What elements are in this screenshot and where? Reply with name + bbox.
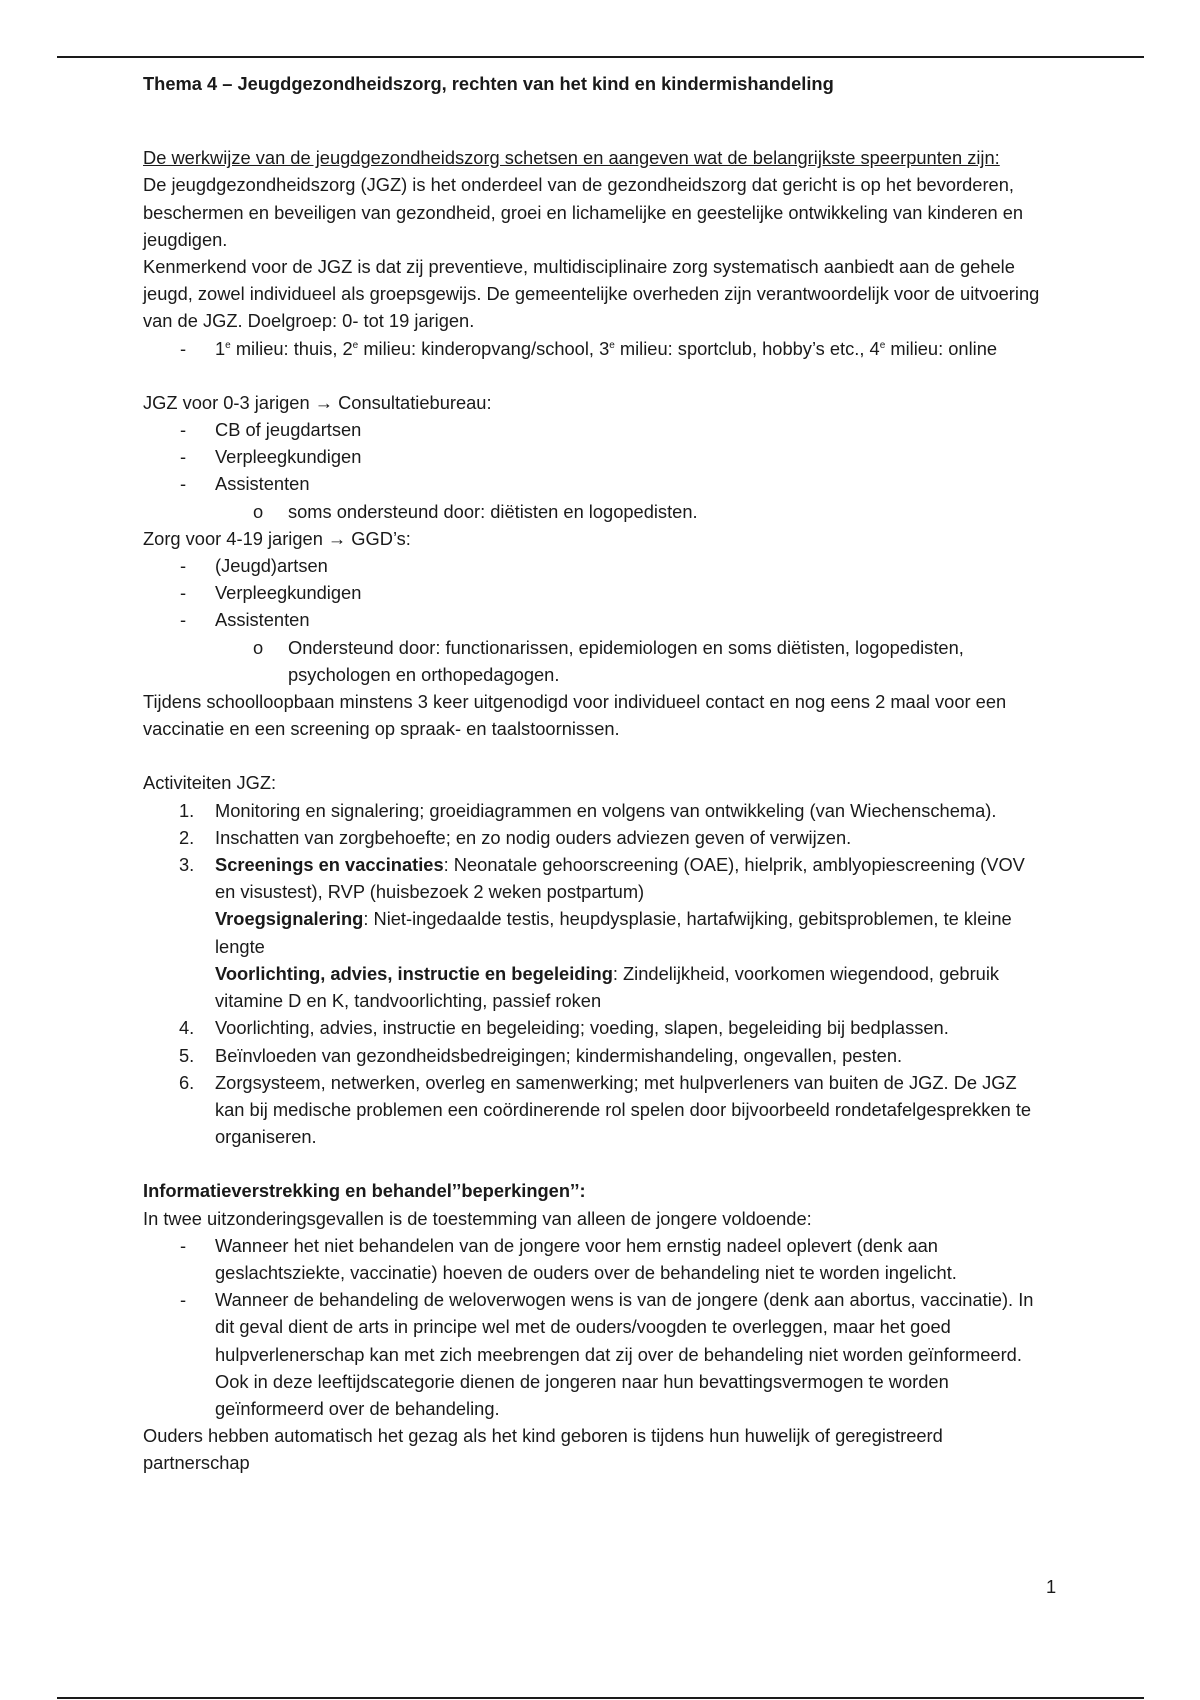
activiteiten-intro: Activiteiten JGZ: xyxy=(143,772,277,794)
milieu-list xyxy=(143,335,1048,362)
section-heading-informatieverstrekking: Informatieverstrekking en behandel’’beperkingen’’: xyxy=(143,1180,586,1202)
list-item: - Wanneer het niet behandelen van de jongere voor hem ernstig nadeel oplevert (denk aan geslachtsziekte, vaccinatie) hoeven de ouders over de behandeling niet te worden ingelicht. xyxy=(143,1232,1048,1286)
schoolloopbaan-paragraph: Tijdens schoolloopbaan minstens 3 keer uitgenodigd voor individueel contact en nog eens 2 maal voor een vaccinatie en een screening op spraak- en taalstoornissen. xyxy=(143,691,1007,740)
consultatiebureau-list xyxy=(143,416,1048,525)
list-item: 3. Screenings en vaccinaties: Neonatale gehoorscreening (OAE), hielprik, amblyopiescreening (VOV en visustest), RVP (huisbezoek 2 weken postpartum) Vroegsignalering: Niet-ingedaalde testis, heupdysplasie, hartafwijking, gebitsproblemen, te kleine lengte Voorlichting, advies, instructie en begeleiding: Zindelijkheid, voorkomen wiegendood, gebruik vitamine D en K, tandvoorlichting, passief roken xyxy=(179,854,1025,1012)
paragraph-jgz-kenmerk: Kenmerkend voor de JGZ is dat zij preventieve, multidisciplinaire zorg systematisch aanbiedt aan de gehele jeugd, zowel individueel als groepsgewijs. De gemeentelijke overheden zijn verantwoordelijk voor de uitvoering van de JGZ. Doelgroep: 0- tot 19 jarigen. xyxy=(143,256,1040,332)
footer-rule xyxy=(57,1697,1144,1699)
paragraph-jgz-definition: De jeugdgezondheidszorg (JGZ) is het onderdeel van de gezondheidszorg dat gericht is op het bevorderen, beschermen en beveiligen van gezondheid, groei en lichamelijke en geestelijke ontwikkeling van kinderen en jeugdigen. xyxy=(143,174,1024,250)
header-rule xyxy=(57,56,1144,58)
sub-list-item: o soms ondersteund door: diëtisten en logopedisten. xyxy=(143,498,1048,525)
list-item: 1. Monitoring en signalering; groeidiagrammen en volgens van ontwikkeling (van Wiechenschema). xyxy=(179,799,997,821)
sub-list-item: o Ondersteund door: functionarissen, epidemiologen en soms diëtisten, logopedisten, psychologen en orthopedagogen. xyxy=(143,634,1048,688)
ggd-list xyxy=(143,552,1048,688)
list-item: 4. Voorlichting, advies, instructie en begeleiding; voeding, slapen, begeleiding bij bedplassen. xyxy=(179,1017,949,1039)
consultatiebureau-intro: JGZ voor 0-3 jarigen → Consultatiebureau: xyxy=(143,391,492,413)
list-item: 6. Zorgsysteem, netwerken, overleg en samenwerking; met hulpverleners van buiten de JGZ. De JGZ kan bij medische problemen een coördinerende rol spelen door bijvoorbeeld rondetafelgesprekken te organiseren. xyxy=(179,1071,1032,1148)
uitzondering-intro: In twee uitzonderingsgevallen is de toestemming van alleen de jongere voldoende: xyxy=(143,1207,812,1229)
list-item: - Assistenten o Ondersteund door: functionarissen, epidemiologen en soms diëtisten, logopedisten, psychologen en orthopedagogen. xyxy=(143,606,1048,688)
list-item: - CB of jeugdartsen xyxy=(143,416,1048,443)
ggd-intro: Zorg voor 4-19 jarigen → GGD’s: xyxy=(143,527,411,549)
list-item: - 1e milieu: thuis, 2e milieu: kinderopvang/school, 3e milieu: sportclub, hobby’s etc., 4e milieu: online xyxy=(143,335,1048,362)
gezag-paragraph: Ouders hebben automatisch het gezag als het kind geboren is tijdens hun huwelijk of geregistreerd partnerschap xyxy=(143,1425,943,1474)
list-item: 5. Beïnvloeden van gezondheidsbedreigingen; kindermishandeling, ongevallen, pesten. xyxy=(179,1044,903,1066)
list-item: - Verpleegkundigen xyxy=(143,443,1048,470)
page-number: 1 xyxy=(1046,1576,1057,1597)
list-item: 2. Inschatten van zorgbehoefte; en zo nodig ouders adviezen geven of verwijzen. xyxy=(179,826,852,848)
list-item: - (Jeugd)artsen xyxy=(143,552,1048,579)
section-heading-werkwijze: De werkwijze van de jeugdgezondheidszorg schetsen en aangeven wat de belangrijkste speerpunten zijn: xyxy=(143,147,1000,169)
list-item: - Wanneer de behandeling de weloverwogen wens is van de jongere (denk aan abortus, vaccinatie). In dit geval dient de arts in principe wel met de ouders/voogden te overleggen, maar het goed hulpverlenerschap kan met zich meebrengen dat zij over de behandeling niet worden geïnformeerd. Ook in deze leeftijdscategorie dienen de jongeren naar hun bevattingsvermogen te worden geïnformeerd over de behandeling. xyxy=(143,1286,1048,1422)
uitzondering-list xyxy=(143,1232,1048,1422)
document-title: Thema 4 – Jeugdgezondheidszorg, rechten van het kind en kindermishandeling xyxy=(143,73,834,94)
document-page xyxy=(143,70,1048,1477)
list-item: - Assistenten o soms ondersteund door: diëtisten en logopedisten. xyxy=(143,470,1048,524)
list-item: - Verpleegkundigen xyxy=(143,579,1048,606)
activiteiten-list xyxy=(143,797,1048,1151)
